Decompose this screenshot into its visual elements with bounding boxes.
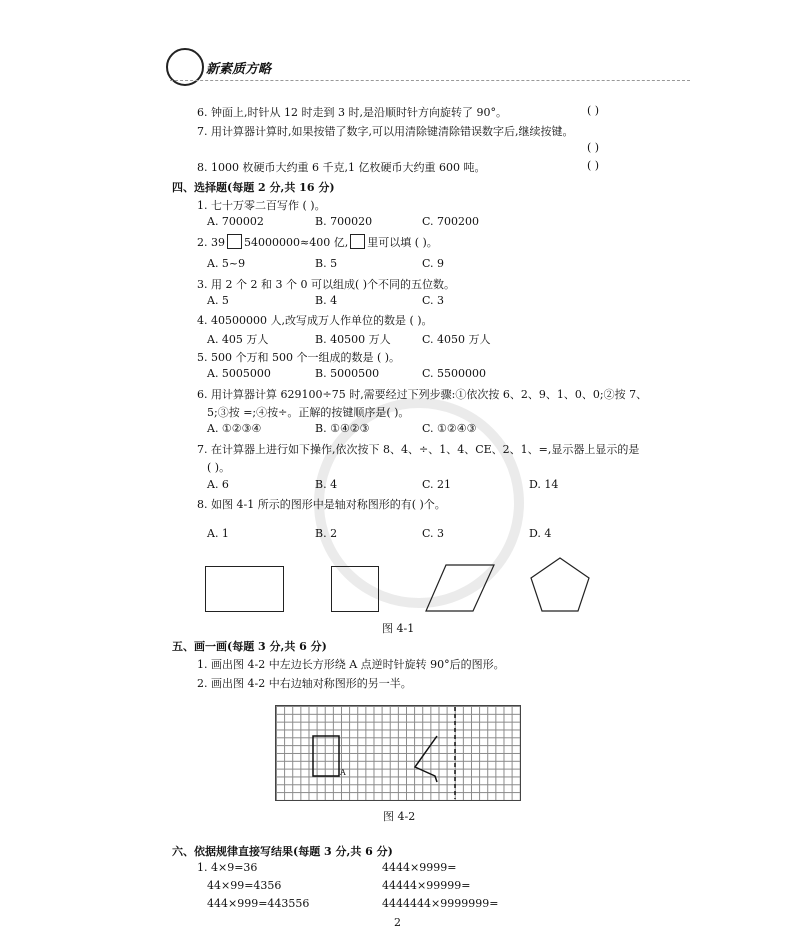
q2-option-b: B. 5 <box>315 257 338 270</box>
figure-4-2-caption: 图 4-2 <box>383 810 416 823</box>
figure-4-1-caption: 图 4-1 <box>382 622 415 635</box>
q1-text: 1. 七十万零二百写作 ( )。 <box>197 199 326 212</box>
q1-option-c: C. 700200 <box>422 215 480 228</box>
q7-line2: ( )。 <box>207 461 231 474</box>
tf-blank-7[interactable]: ( ) <box>587 141 600 154</box>
s6-right-3[interactable]: 4444444×9999999= <box>382 897 499 910</box>
q3-option-a: A. 5 <box>207 294 229 307</box>
tf-item-7: 7. 用计算器计算时,如果按错了数字,可以用清除键清除错误数字后,继续按键。 <box>197 125 574 138</box>
q2-option-a: A. 5~9 <box>207 257 246 270</box>
square-shape <box>331 566 379 612</box>
q8-option-a: A. 1 <box>207 527 229 540</box>
q5-option-c: C. 5500000 <box>422 367 487 380</box>
s6-left-2: 44×99=4356 <box>207 879 282 892</box>
grid-figures <box>275 705 521 801</box>
section4-title: 四、选择题(每题 2 分,共 16 分) <box>172 181 335 194</box>
q1-option-b: B. 700020 <box>315 215 373 228</box>
q4-option-c: C. 4050 万人 <box>422 333 491 346</box>
q5-option-b: B. 5000500 <box>315 367 380 380</box>
parallelogram-shape <box>424 563 496 613</box>
page-number: 2 <box>394 916 401 929</box>
q7-line1: 7. 在计算器上进行如下操作,依次按下 8、4、÷、1、4、CE、2、1、=,显示器上显示的是 <box>197 443 640 456</box>
q5-text: 5. 500 个万和 500 个一组成的数是 ( )。 <box>197 351 401 364</box>
q7-option-d: D. 14 <box>529 478 559 491</box>
q8-text: 8. 如图 4-1 所示的图形中是轴对称图形的有( )个。 <box>197 498 446 511</box>
q8-option-c: C. 3 <box>422 527 445 540</box>
point-a-label: A <box>340 768 346 777</box>
q2-blank-box-2[interactable] <box>350 234 365 249</box>
tf-item-6: 6. 钟面上,时针从 12 时走到 3 时,是沿顺时针方向旋转了 90°。 <box>197 106 507 119</box>
q2-text <box>197 234 438 250</box>
rectangle-shape <box>205 566 284 612</box>
q6-line1: 6. 用计算器计算 629100÷75 时,需要经过下列步骤:①依次按 6、2、9、1、0、0;②按 7、 <box>197 388 648 401</box>
pentagon-shape <box>528 556 592 614</box>
q1-option-a: A. 700002 <box>207 215 264 228</box>
q2-post: 里可以填 ( )。 <box>367 236 438 249</box>
s5-q1: 1. 画出图 4-2 中左边长方形绕 A 点逆时针旋转 90°后的图形。 <box>197 658 505 671</box>
q4-option-a: A. 405 万人 <box>207 333 269 346</box>
q4-option-b: B. 40500 万人 <box>315 333 391 346</box>
q5-option-a: A. 5005000 <box>207 367 271 380</box>
q8-option-d: D. 4 <box>529 527 552 540</box>
tf-item-8: 8. 1000 枚硬币大约重 6 千克,1 亿枚硬币大约重 600 吨。 <box>197 161 486 174</box>
q3-text: 3. 用 2 个 2 和 3 个 0 可以组成( )个不同的五位数。 <box>197 278 456 291</box>
q3-option-b: B. 4 <box>315 294 338 307</box>
q6-option-a: A. ①②③④ <box>207 422 262 435</box>
s6-left-3: 444×999=443556 <box>207 897 310 910</box>
q7-option-a: A. 6 <box>207 478 229 491</box>
q3-option-c: C. 3 <box>422 294 445 307</box>
s6-right-2[interactable]: 44444×99999= <box>382 879 471 892</box>
s5-q2: 2. 画出图 4-2 中右边轴对称图形的另一半。 <box>197 677 412 690</box>
q8-option-b: B. 2 <box>315 527 338 540</box>
q6-option-b: B. ①④②③ <box>315 422 370 435</box>
section5-title: 五、画一画(每题 3 分,共 6 分) <box>172 640 327 653</box>
q2-blank-box[interactable] <box>227 234 242 249</box>
q2-option-c: C. 9 <box>422 257 445 270</box>
s6-left-1: 1. 4×9=36 <box>197 861 258 874</box>
q2-pre: 2. 39 <box>197 236 225 249</box>
q2-mid: 54000000≈400 亿, <box>244 236 349 249</box>
tf-blank-8[interactable]: ( ) <box>587 159 600 172</box>
q4-text: 4. 40500000 人,改写成万人作单位的数是 ( )。 <box>197 314 433 327</box>
tf-blank-6[interactable]: ( ) <box>587 104 600 117</box>
q7-option-c: C. 21 <box>422 478 452 491</box>
section6-title: 六、依据规律直接写结果(每题 3 分,共 6 分) <box>172 845 393 858</box>
q6-option-c: C. ①②④③ <box>422 422 477 435</box>
q6-line2: 5;③按 =;④按÷。正解的按键顺序是( )。 <box>207 406 410 419</box>
header-divider <box>170 80 690 81</box>
brand-title: 新素质方略 <box>206 62 272 77</box>
s6-right-1[interactable]: 4444×9999= <box>382 861 457 874</box>
q7-option-b: B. 4 <box>315 478 338 491</box>
